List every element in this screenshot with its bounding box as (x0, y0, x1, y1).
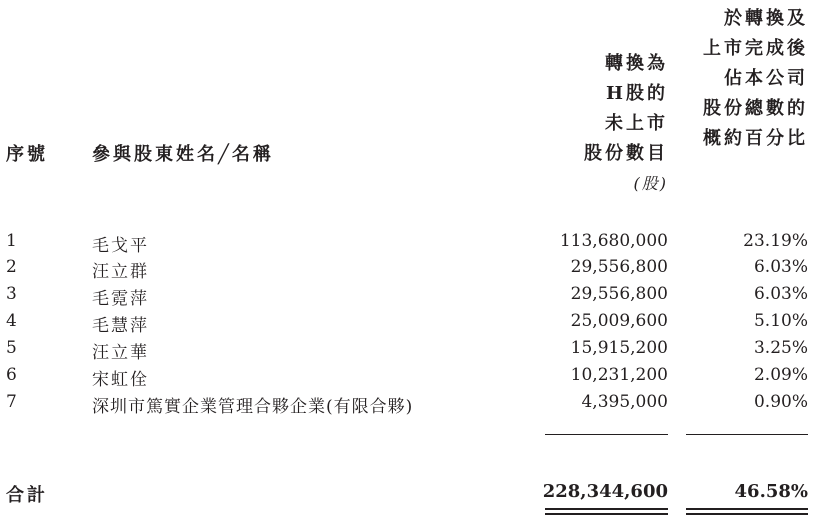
row-name: 汪立華 (92, 343, 149, 363)
row-seq: 2 (6, 257, 19, 277)
row-shares: 113,680,000 (559, 231, 668, 251)
row-name: 毛霓萍 (92, 289, 149, 309)
row-name: 毛戈平 (92, 236, 149, 256)
subtotal-rule-shares (545, 434, 668, 435)
header-shares-line: 未上市 (605, 113, 668, 134)
row-percent: 6.03% (753, 284, 808, 304)
total-rule-shares-2 (545, 513, 668, 515)
total-rule-shares-1 (545, 508, 668, 510)
row-name: 宋虹佺 (92, 370, 149, 390)
row-shares: 25,009,600 (570, 311, 668, 331)
row-name: 毛慧萍 (92, 316, 149, 336)
row-shares: 4,395,000 (581, 392, 668, 412)
row-percent: 6.03% (753, 257, 808, 277)
row-shares: 15,915,200 (570, 338, 668, 358)
row-name: 深圳市篤實企業管理合夥企業(有限合夥) (92, 397, 414, 417)
row-shares: 10,231,200 (570, 365, 668, 385)
header-percent-line: 佔本公司 (724, 68, 808, 89)
subtotal-rule-percent (686, 434, 808, 435)
row-seq: 4 (6, 311, 19, 331)
row-percent: 23.19% (743, 231, 808, 251)
header-shares (584, 49, 668, 199)
row-shares: 29,556,800 (570, 257, 668, 277)
header-name: 參與股東姓名╱名稱 (92, 144, 274, 165)
header-percent-line: 概約百分比 (703, 128, 808, 149)
total-shares: 228,344,600 (542, 481, 668, 502)
header-seq: 序號 (6, 144, 48, 165)
header-shares-line: 股份數目 (584, 143, 668, 164)
header-percent-line: 股份總數的 (703, 98, 808, 119)
header-shares-line: 轉換為 (605, 53, 668, 74)
total-label: 合計 (6, 485, 48, 506)
total-rule-percent-1 (686, 508, 808, 510)
header-shares-unit: (股) (633, 174, 668, 193)
header-shares-line: H股的 (605, 83, 668, 104)
row-percent: 5.10% (753, 311, 808, 331)
row-name: 汪立群 (92, 262, 149, 282)
total-percent: 46.58% (734, 481, 808, 502)
row-seq: 1 (6, 231, 19, 251)
row-seq: 6 (6, 365, 19, 385)
header-percent-line: 上市完成後 (703, 38, 808, 59)
header-percent-line: 於轉換及 (724, 8, 808, 29)
header-percent (703, 4, 808, 154)
row-seq: 7 (6, 392, 19, 412)
row-seq: 5 (6, 338, 19, 358)
row-shares: 29,556,800 (570, 284, 668, 304)
total-rule-percent-2 (686, 513, 808, 515)
row-seq: 3 (6, 284, 19, 304)
row-percent: 0.90% (753, 392, 808, 412)
row-percent: 2.09% (753, 365, 808, 385)
row-percent: 3.25% (753, 338, 808, 358)
